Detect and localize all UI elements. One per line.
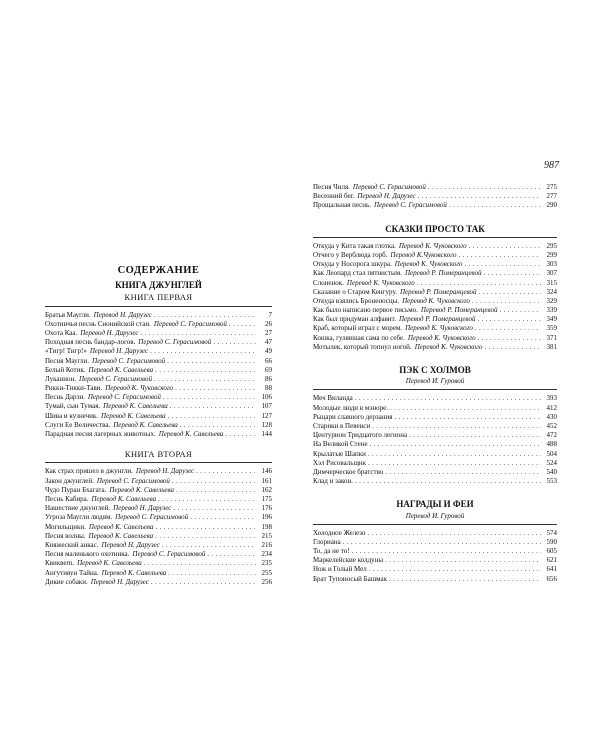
toc-entry xyxy=(45,541,272,550)
entry-page-number: 255 xyxy=(261,568,272,577)
entry-translator: Перевод Р. Померанцевой xyxy=(400,287,477,296)
entry-title: Откуда у Кита такая глотка. xyxy=(313,241,396,250)
entry-title: Братья Маугли. xyxy=(45,310,91,319)
dot-leader xyxy=(229,320,256,329)
entry-translator: Перевод К. Савельева xyxy=(88,531,154,540)
entry-title: Брат Тупоносый Башмак xyxy=(313,574,388,583)
entry-translator: Перевод Р. Померанцевой xyxy=(420,306,498,315)
dot-leader xyxy=(150,347,256,356)
entry-translator: Перевод Н. Дарузес xyxy=(90,577,149,586)
dot-leader xyxy=(180,421,256,430)
entry-title: Кошка, гулявшая сама по себе. xyxy=(313,333,405,342)
dot-leader xyxy=(355,394,541,403)
toc-entry xyxy=(313,183,557,192)
entry-page-number: 430 xyxy=(546,412,557,421)
toc-entry xyxy=(313,242,557,251)
puck-list xyxy=(313,394,557,486)
entry-translator: Перевод Н. Дарузес xyxy=(93,310,152,319)
dot-leader xyxy=(154,311,256,320)
entry-page-number: 339 xyxy=(546,306,557,315)
entry-page-number: 256 xyxy=(261,577,272,586)
toc-entry xyxy=(313,315,557,324)
entry-translator: Перевод С. Герасимовой xyxy=(373,201,447,210)
divider xyxy=(313,237,557,238)
entry-page-number: 540 xyxy=(546,467,557,476)
toc-entry xyxy=(313,529,557,538)
entry-translator: Перевод С. Герасимовой xyxy=(78,374,152,383)
toc-entry xyxy=(45,467,272,476)
dot-leader xyxy=(162,541,256,550)
dot-leader xyxy=(168,412,256,421)
dot-leader xyxy=(140,329,256,338)
dot-leader xyxy=(190,513,256,522)
dot-leader xyxy=(368,459,541,468)
entry-title: Песня Чиля. xyxy=(313,183,350,191)
contents-title: СОДЕРЖАНИЕ xyxy=(117,265,200,276)
rewards-translator: Перевод И. Гуровой xyxy=(405,511,465,520)
entry-page-number: 621 xyxy=(546,556,557,565)
puck-heading: ПЭК С ХОЛМОВ xyxy=(399,365,471,376)
toc-entry xyxy=(313,459,557,468)
entry-page-number: 303 xyxy=(546,260,557,269)
rewards-list xyxy=(313,529,557,584)
entry-translator: Перевод К. Савельева xyxy=(88,365,154,374)
entry-translator: Перевод Р. Померанцевой xyxy=(404,269,482,278)
entry-translator: Перевод Н. Дарузес xyxy=(89,347,149,356)
entry-translator: Перевод К. Савельева xyxy=(101,568,167,577)
toc-entry xyxy=(313,404,557,413)
toc-entry xyxy=(313,440,557,449)
dot-leader xyxy=(155,523,256,532)
dot-leader xyxy=(385,556,541,565)
entry-page-number: 66 xyxy=(265,356,272,365)
entry-title: Глориана xyxy=(313,537,341,546)
dot-leader xyxy=(368,529,542,538)
toc-entry xyxy=(45,329,272,338)
entry-title: Тумай, сын Тумая. xyxy=(45,402,101,411)
entry-page-number: 371 xyxy=(546,333,557,342)
entry-translator: Перевод С. Герасимовой xyxy=(87,393,161,402)
divider xyxy=(45,306,272,307)
toc-entry xyxy=(45,375,272,384)
entry-page-number: 452 xyxy=(546,421,557,430)
entry-title: Димчерческое братство xyxy=(313,467,384,476)
entry-page-number: 107 xyxy=(261,402,272,411)
entry-page-number: 69 xyxy=(265,365,272,374)
entry-translator: Перевод К. Савельева xyxy=(77,559,142,568)
entry-translator: Перевод С. Герасимовой xyxy=(92,356,166,365)
entry-title: Мотылек, который топнул ногой. xyxy=(313,342,412,351)
toc-entry xyxy=(313,450,557,459)
book-two-list xyxy=(45,467,272,586)
entry-page-number: 307 xyxy=(546,269,557,278)
dot-leader xyxy=(469,242,541,251)
dot-leader xyxy=(479,288,541,297)
dot-leader xyxy=(207,550,256,559)
dot-leader xyxy=(168,569,256,578)
entry-title: Как было написано первое письмо. xyxy=(313,306,418,315)
entry-title: Откуда у Носорога шкура. xyxy=(313,260,392,269)
entry-page-number: 349 xyxy=(546,315,557,324)
entry-page-number: 359 xyxy=(546,324,557,333)
entry-title: Могильщики. xyxy=(45,522,86,531)
entry-page-number: 524 xyxy=(546,458,557,467)
toc-entry xyxy=(313,306,557,315)
entry-title: Рыцари славного дерзания xyxy=(313,412,393,421)
entry-translator: Перевод К.Чуковского xyxy=(390,250,457,259)
entry-page-number: 162 xyxy=(261,485,272,494)
dot-leader xyxy=(478,334,541,343)
entry-page-number: 381 xyxy=(546,342,557,351)
dot-leader xyxy=(369,565,541,574)
dot-leader xyxy=(155,366,256,375)
entry-page-number: 504 xyxy=(546,449,557,458)
entry-page-number: 106 xyxy=(261,393,272,402)
entry-page-number: 88 xyxy=(265,384,272,393)
book-one-list xyxy=(45,311,272,440)
entry-translator: Перевод Н. Дарузес xyxy=(135,467,195,476)
toc-entry xyxy=(313,251,557,260)
toc-entry xyxy=(45,559,272,568)
dot-leader xyxy=(158,495,256,504)
entry-translator: Перевод С. Герасимовой xyxy=(138,338,212,347)
entry-title: Дикие собаки. xyxy=(45,577,88,586)
toc-entry xyxy=(45,578,272,587)
entry-page-number: 175 xyxy=(261,495,272,503)
entry-translator: Перевод С. Герасимовой xyxy=(115,513,189,522)
entry-page-number: 216 xyxy=(261,540,272,549)
entry-page-number: 295 xyxy=(546,241,557,250)
entry-title: Княжеский анкас. xyxy=(45,540,99,549)
toc-entry xyxy=(45,357,272,366)
entry-page-number: 215 xyxy=(261,531,272,540)
entry-translator: Перевод К. Чуковского xyxy=(414,342,483,351)
entry-page-number: 412 xyxy=(546,403,557,412)
entry-title: Слоненок. xyxy=(313,278,344,287)
entry-title: Крылатые Шапки xyxy=(313,449,366,458)
toc-entry xyxy=(45,402,272,411)
entry-translator: Перевод К. Савельева xyxy=(103,402,168,411)
entry-title: Белый Котик. xyxy=(45,365,86,374)
entry-translator: Перевод К. Савельева xyxy=(113,420,178,429)
entry-page-number: 128 xyxy=(261,420,272,429)
entry-translator: Перевод К. Чуковского xyxy=(346,278,415,287)
toc-entry xyxy=(313,468,557,477)
toc-entry xyxy=(313,565,557,574)
entry-page-number: 47 xyxy=(265,338,272,347)
dot-leader xyxy=(385,468,541,477)
entry-page-number: 176 xyxy=(261,504,272,513)
divider xyxy=(313,524,557,525)
entry-translator: Перевод К. Чуковского xyxy=(105,384,174,393)
entry-title: Охота Каа. xyxy=(45,328,78,337)
entry-page-number: 590 xyxy=(546,537,557,546)
page-number: 987 xyxy=(544,160,559,171)
entry-title: Хэл Рисовальщик xyxy=(313,458,367,467)
toc-entry xyxy=(313,334,557,343)
dot-leader xyxy=(409,431,541,440)
entry-title: Центурион Тридцатого легиона xyxy=(313,431,408,440)
entry-title: Меч Виланда xyxy=(313,394,353,403)
toc-entry xyxy=(45,495,272,504)
toc-entry xyxy=(313,422,557,431)
entry-page-number: 49 xyxy=(265,347,272,356)
entry-title: Маркелейские колдуны xyxy=(313,556,384,565)
entry-page-number: 26 xyxy=(265,319,272,328)
entry-title: Молодые люди в мэноре. xyxy=(313,403,388,412)
toc-entry xyxy=(45,430,272,439)
dot-leader xyxy=(355,477,541,486)
dot-leader xyxy=(196,467,256,476)
entry-translator: Перевод К. Савельева xyxy=(91,495,157,503)
entry-title: Нож и Голый Мел xyxy=(313,565,367,574)
entry-translator: Перевод К. Чуковского xyxy=(405,324,473,333)
entry-translator: Перевод С. Герасимовой xyxy=(96,476,170,485)
entry-translator: Перевод С. Герасимовой xyxy=(352,183,426,191)
toc-entry xyxy=(313,431,557,440)
entry-translator: Перевод К. Савельева xyxy=(158,430,224,439)
dot-leader xyxy=(172,477,256,486)
toc-entry xyxy=(45,412,272,421)
puck-translator: Перевод И. Гуровой xyxy=(405,377,465,386)
entry-title: Слуги Ее Величества. xyxy=(45,420,111,429)
entry-page-number: 656 xyxy=(546,574,557,583)
section-jungle-book-heading: КНИГА ДЖУНГЛЕЙ xyxy=(115,280,202,291)
entry-translator: Перевод К. Чуковского xyxy=(394,260,463,269)
toc-entry xyxy=(313,279,557,288)
toc-entry xyxy=(313,260,557,269)
entry-title: Закон джунглей. xyxy=(45,476,94,485)
entry-title: Песня Маугли. xyxy=(45,356,90,365)
dot-leader xyxy=(155,532,256,541)
entry-page-number: 324 xyxy=(546,287,557,296)
entry-translator: Перевод С. Герасимовой xyxy=(153,319,227,328)
entry-title: Краб, который играл с морем. xyxy=(313,324,403,333)
entry-title: То, да не то! xyxy=(313,547,350,556)
toc-entry xyxy=(45,338,272,347)
entry-translator: Перевод К. Чуковского xyxy=(407,333,476,342)
entry-page-number: 196 xyxy=(261,513,272,522)
entry-title: Ангутивун Тайна. xyxy=(45,568,99,577)
toc-entry xyxy=(45,366,272,375)
toc-entry xyxy=(45,393,272,402)
entry-title: Песнь Кабира. xyxy=(45,495,89,503)
toc-entry xyxy=(45,347,272,356)
dot-leader xyxy=(449,201,541,210)
left-column xyxy=(45,266,272,587)
dot-leader xyxy=(390,404,541,413)
toc-entry xyxy=(313,343,557,352)
entry-title: Песня маленького охотника. xyxy=(45,550,130,559)
toc-entry xyxy=(313,575,557,584)
dot-leader xyxy=(478,315,542,324)
entry-translator: Перевод К. Савельева xyxy=(88,522,154,531)
entry-title: Клад и закон. xyxy=(313,477,353,486)
divider xyxy=(313,389,557,390)
entry-title: Сказание о Старом Кенгуру. xyxy=(313,287,397,296)
entry-title: Угроза Маугли людям. xyxy=(45,513,113,522)
entry-title: Старики в Певенси xyxy=(313,421,371,430)
entry-title: Походная песнь бандар-логов. xyxy=(45,338,136,347)
entry-title: Отчего у Верблюда горб. xyxy=(313,250,388,259)
entry-page-number: 161 xyxy=(261,476,272,485)
dot-leader xyxy=(173,504,256,513)
dot-leader xyxy=(499,306,541,315)
dot-leader xyxy=(213,338,256,347)
dot-leader xyxy=(175,384,256,393)
entry-translator: Перевод Р. Померанцевой xyxy=(398,315,476,324)
entry-page-number: 605 xyxy=(546,547,557,556)
dot-leader xyxy=(472,297,541,306)
toc-entry xyxy=(313,269,557,278)
entry-title: Как был придуман алфавит. xyxy=(313,315,396,324)
entry-title: Охотничья песнь Сионийской стаи. xyxy=(45,319,151,328)
dot-leader xyxy=(176,486,256,495)
entry-title: Чудо Пуран Бхагата. xyxy=(45,485,107,494)
dot-leader xyxy=(352,547,541,556)
entry-translator: Перевод Н. Дарузес xyxy=(101,540,160,549)
dot-leader xyxy=(484,269,541,278)
entry-translator: Перевод К. Савельева xyxy=(101,411,166,420)
dot-leader xyxy=(465,260,541,269)
entry-title: Как Леопард стал пятнистым. xyxy=(313,269,402,278)
entry-title: Как страх пришел в джунгли. xyxy=(45,467,133,476)
entry-page-number: 27 xyxy=(265,328,272,337)
entry-title: Рикки-Тикки-Тави. xyxy=(45,384,103,393)
entry-title: Квиквern. xyxy=(45,559,75,568)
dot-leader xyxy=(343,538,541,547)
toc-entry xyxy=(45,421,272,430)
dot-leader xyxy=(144,559,256,568)
toc-entry xyxy=(313,394,557,403)
toc-entry xyxy=(313,324,557,333)
entry-title: Нашествие джунглей. xyxy=(45,504,111,513)
entry-page-number: 553 xyxy=(546,477,557,486)
dot-leader xyxy=(151,578,256,587)
toc-entry xyxy=(45,513,272,522)
toc-entry xyxy=(45,486,272,495)
entry-page-number: 275 xyxy=(546,183,557,191)
entry-translator: Перевод К. Чуковского xyxy=(402,296,470,305)
dot-leader xyxy=(372,422,541,431)
toc-entry xyxy=(45,311,272,320)
dot-leader xyxy=(225,430,256,439)
entry-translator: Перевод Н. Дарузес xyxy=(113,504,172,513)
entry-page-number: 86 xyxy=(265,374,272,383)
entry-title: Парадная песня лагерных животных. xyxy=(45,430,156,439)
entry-page-number: 488 xyxy=(546,440,557,449)
entry-title: Песнь Дарзи. xyxy=(45,393,85,402)
toc-entry xyxy=(313,538,557,547)
continued-list xyxy=(313,183,557,211)
entry-page-number: 277 xyxy=(546,192,557,201)
toc-entry xyxy=(313,201,557,210)
dot-leader xyxy=(417,279,541,288)
entry-title: Песня волны. xyxy=(45,531,86,540)
toc-entry xyxy=(45,384,272,393)
dot-leader xyxy=(170,402,256,411)
entry-translator: Перевод С. Герасимовой xyxy=(132,550,206,559)
just-so-list xyxy=(313,242,557,352)
entry-page-number: 290 xyxy=(546,201,557,210)
entry-translator: Перевод К. Савельева xyxy=(109,485,175,494)
dot-leader xyxy=(167,357,256,366)
dot-leader xyxy=(475,324,541,333)
dot-leader xyxy=(389,575,541,584)
book-one-heading: КНИГА ПЕРВАЯ xyxy=(124,292,193,303)
entry-page-number: 7 xyxy=(268,310,272,319)
entry-translator: Перевод Н. Дарузес xyxy=(80,328,139,337)
entry-page-number: 574 xyxy=(546,528,557,537)
toc-entry xyxy=(313,297,557,306)
entry-title: На Великой Стене xyxy=(313,440,368,449)
toc-entry xyxy=(45,504,272,513)
entry-page-number: 235 xyxy=(261,559,272,568)
entry-page-number: 315 xyxy=(546,278,557,287)
entry-page-number: 198 xyxy=(261,522,272,531)
entry-page-number: 393 xyxy=(546,394,557,403)
dot-leader xyxy=(458,251,541,260)
divider xyxy=(45,462,272,463)
toc-entry xyxy=(45,477,272,486)
entry-title: Холодное Железо xyxy=(313,528,366,537)
dot-leader xyxy=(154,375,256,384)
dot-leader xyxy=(484,343,541,352)
entry-title: Весенний бег. xyxy=(313,192,355,201)
toc-entry xyxy=(45,523,272,532)
entry-title: Шива и кузнечик. xyxy=(45,411,99,420)
entry-title: Прощальная песнь. xyxy=(313,201,371,210)
entry-title: «Тигр! Тигр!» xyxy=(45,347,87,356)
dot-leader xyxy=(370,440,541,449)
rewards-heading: НАГРАДЫ И ФЕИ xyxy=(396,499,474,510)
dot-leader xyxy=(418,192,541,201)
toc-entry xyxy=(45,532,272,541)
right-column xyxy=(313,183,557,584)
entry-page-number: 641 xyxy=(546,565,557,574)
toc-entry xyxy=(45,569,272,578)
dot-leader xyxy=(368,450,541,459)
just-so-heading: СКАЗКИ ПРОСТО ТАК xyxy=(385,223,485,234)
book-two-heading: КНИГА ВТОРАЯ xyxy=(124,449,193,460)
dot-leader xyxy=(395,413,542,422)
dot-leader xyxy=(163,393,256,402)
entry-page-number: 299 xyxy=(546,250,557,259)
toc-entry xyxy=(313,192,557,201)
toc-entry xyxy=(313,413,557,422)
entry-page-number: 127 xyxy=(261,411,272,420)
entry-page-number: 144 xyxy=(261,430,272,439)
entry-page-number: 329 xyxy=(546,296,557,305)
toc-entry xyxy=(313,288,557,297)
toc-entry xyxy=(45,550,272,559)
entry-page-number: 234 xyxy=(261,550,272,559)
entry-page-number: 472 xyxy=(546,431,557,440)
entry-title: Откуда взялись Броненосцы. xyxy=(313,296,400,305)
dot-leader xyxy=(428,183,541,192)
entry-translator: Перевод К. Чуковского xyxy=(398,241,467,250)
entry-page-number: 146 xyxy=(261,467,272,476)
entry-title: Луканнон. xyxy=(45,374,76,383)
toc-entry xyxy=(313,556,557,565)
toc-entry xyxy=(45,320,272,329)
toc-entry xyxy=(313,477,557,486)
toc-entry xyxy=(313,547,557,556)
entry-translator: Перевод Н. Дарузес xyxy=(357,192,416,201)
